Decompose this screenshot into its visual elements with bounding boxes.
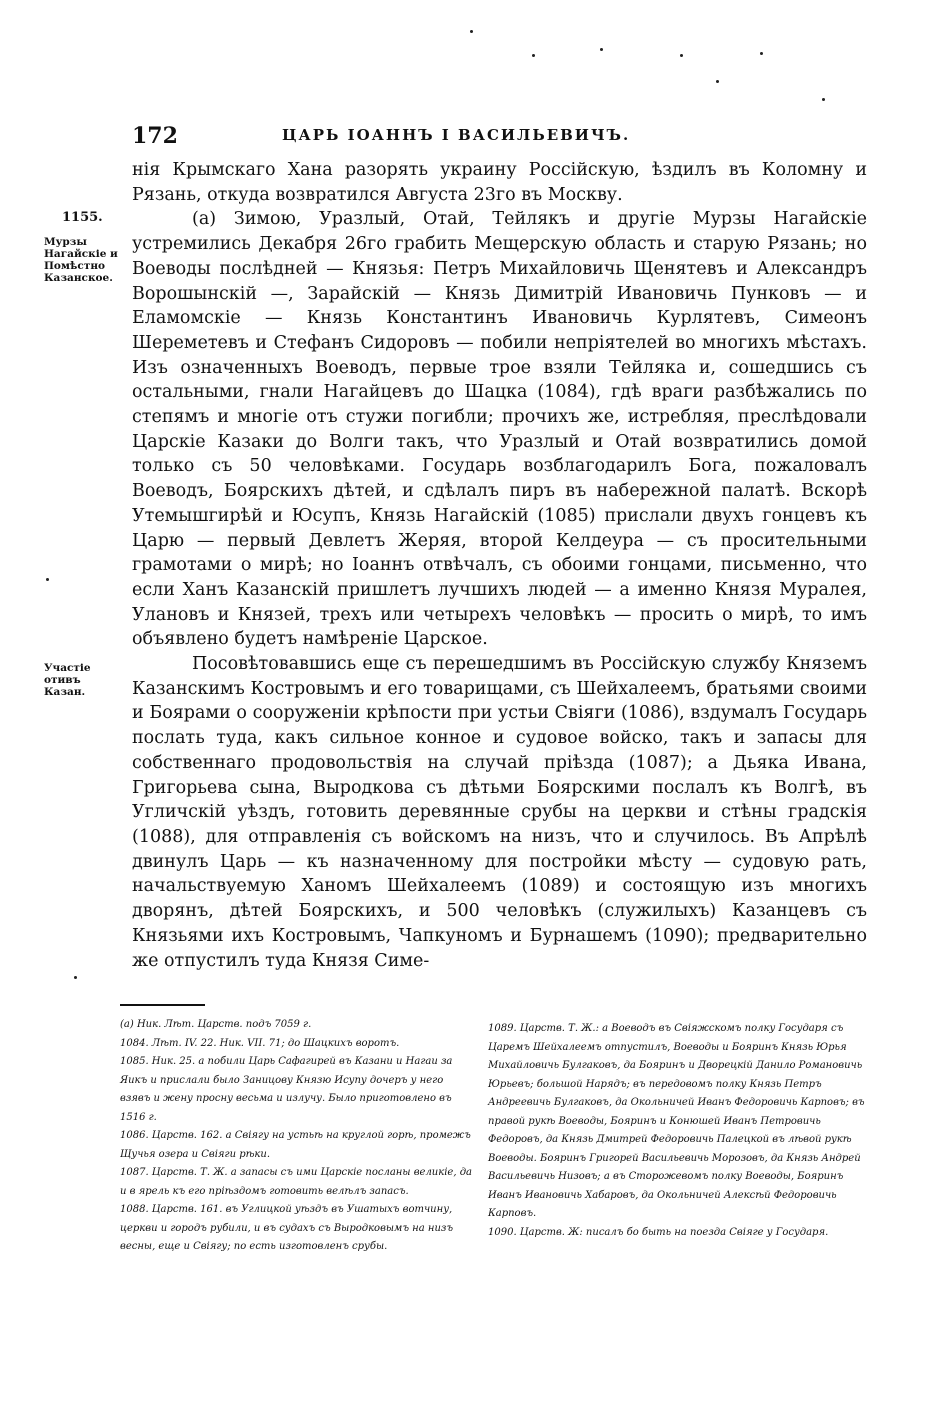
marginal-note-kazan: Участіе отивъ Казан. [44,662,91,698]
print-speck [74,976,77,979]
print-speck [532,54,535,57]
print-speck [470,30,473,33]
footnote: 1090. Царств. Ж: писалъ бо быть на поезда Свіяге у Государя. [488,1226,829,1238]
paragraph-nogai-raid: (а) Зимою, Уразлый, Отай, Тейлякъ и другіе Мурзы Нагайскіе устремились Декабря 26го грабить Мещерскую область и старую Рязань; но Воеводы послѣдней — Князья: Петръ Михайловичь Щенятевъ и Александръ Ворошынскій —, Зарайскій — Князь Димитрій Ивановичь Пунковъ — и Еламомскіе — Князь Константинъ Ивановичь Курлятевъ, Симеонъ Шереметевъ и Стефанъ Сидоровъ — побили непріятелей во многихъ мѣстахъ. Изъ означенныхъ Воеводъ, первые трое взяли Тейляка и, сошедшись съ остальными, гнали Нагайцевъ до Шацка (1084), гдѣ враги разбѣжались по степямъ и многіе отъ стужи погибли; прочихъ же, истребляя, преслѣдовали Царскіе Казаки до Волги такъ, что Уразлый и Отай возвратились домой только съ 50 человѣками. Государь возблагодарилъ Бога, пожаловалъ Воеводъ, Боярскихъ дѣтей, и сдѣлалъ пиръ въ набережной палатѣ. Вскорѣ Утемышгирѣй и Юсупъ, Князь Нагайскій (1085) прислали двухъ гонцевъ къ Царю — первый Девлетъ Жеряя, второй Келдеура — съ просительными грамотами о мирѣ; но Іоаннъ отвѣчалъ, съ обоими гонцами, письменно, что если Ханъ Казанскій пришлетъ лучшихъ людей — а именно Князя Муралея, Улановъ и Князей, трехъ или четырехъ человѣкъ — просить о мирѣ, то имъ объявлено будетъ намѣреніе Царское. [132,209,867,650]
paragraph-continuation: нія Крымскаго Хана разорять украину Россійскую, ѣздилъ въ Коломну и Рязань, откуда возвратился Августа 23го въ Москву. [132,160,867,205]
footnotes-right-column [488,1020,866,1242]
footnote-divider [120,1004,205,1006]
footnotes-left-column [120,1016,472,1257]
footnote: 1088. Царств. 161. въ Углицкой уѣздъ въ Ушатыхъ вотчину, церкви и городъ рубили, и въ судахъ съ Выродковымъ на низъ весны, еще и Свіягу; по есть изготовленъ срубы. [120,1204,454,1252]
print-speck [716,80,719,83]
page-header [132,123,867,149]
footnote: 1087. Царств. Т. Ж. а запасы съ ими Царскіе посланы великіе, да и в ярель къ его пріѣздомъ готовить велѣлъ запасъ. [120,1167,472,1197]
footnote: 1085. Ник. 25. а побили Царь Сафагирей въ Казани и Нагаи за Яикъ и прислали было Заницову Князю Исупу дочеръ у него взявъ и жену просну весьма и излучу. Было приготовлено въ 1516 г. [120,1056,453,1123]
main-text [132,158,867,973]
footnote: 1086. Царств. 162. а Свіягу на устьѣ на круглой горѣ, промежъ Щучья озера и Свіяги рѣки. [120,1130,471,1160]
page-number: 172 [132,123,178,149]
footnote: 1089. Царств. Т. Ж.: а Воеводъ въ Свіяжскомъ полку Государя съ Царемъ Шейхалеемъ отпустилъ, Воеводы и Бояринъ Князь Юрья Михайловичь Булгаковъ, да Бояринъ и Дворецкій Данило Романовичь Юрьевъ; большой Нарядъ; въ передовомъ полку Князь Петръ Андреевичь Булгаковъ, да Окольничей Иванъ Федоровичь Карповъ; въ правой рукѣ Воеводы, Бояринъ и Конюшей Иванъ Петровичь Федоровъ, да Князь Дмитрей Федоровичь Палецкой въ лѣвой рукѣ Воеводы. Бояринъ Григорей Васильевичь Морозовъ, да Князь Андрей Васильевичь Низовъ; а въ Сторожевомъ полку Воеводы, Бояринъ Иванъ Ивановичь Хабаровъ, да Окольничей Алексѣй Федоровичь Карповъ. [488,1023,865,1219]
footnote: (а) Ник. Лѣт. Царств. подъ 7059 г. [120,1019,312,1030]
running-head: ЦАРЬ ІОАННЪ І ВАСИЛЬЕВИЧЪ. [282,126,631,144]
print-speck [46,578,49,581]
print-speck [600,48,603,51]
marginal-year: 1155. [62,210,103,225]
print-speck [760,52,763,55]
footnote: 1084. Лѣт. IV. 22. Ник. VII. 71; до Шацкихъ воротъ. [120,1037,400,1049]
print-speck [680,54,683,57]
paragraph-sviyaga-fortress: Посовѣтовавшись еще съ перешедшимъ въ Россійскую службу Княземъ Казанскимъ Костровымъ и его товарищами, съ Шейхалеемъ, братьями своими и Боярами о сооруженіи крѣпости при устьи Свіяги (1086), вздумалъ Государь послать туда, какъ сильное конное и судовое войско, такъ и запасы для собственнаго продовольствія на случай пріѣзда (1087); а Дьяка Ивана, Григорьева сына, Выродкова съ дѣтьми Боярскими послалъ къ Волгѣ, въ Угличскій уѣздъ, готовить деревянные срубы на церкви и стѣны градскія (1088), для отправленія съ войскомъ на низъ, что и случилось. Въ Апрѣлѣ двинулъ Царь — къ назначенному для постройки мѣсту — судовую рать, начальствуемую Ханомъ Шейхалеемъ (1089) и состоящую изъ многихъ дворянъ, дѣтей Боярскихъ, и 500 человѣкъ (служилыхъ) Казанцевъ съ Князьями ихъ Костровымъ, Чапкуномъ и Бурнашемъ (1090); предварительно же отпустилъ туда Князя Симе- [132,654,867,971]
print-speck [822,98,825,101]
marginal-note-nogai-raid: Мурзы Нагайскіе и Помѣстно Казанское. [44,236,118,284]
